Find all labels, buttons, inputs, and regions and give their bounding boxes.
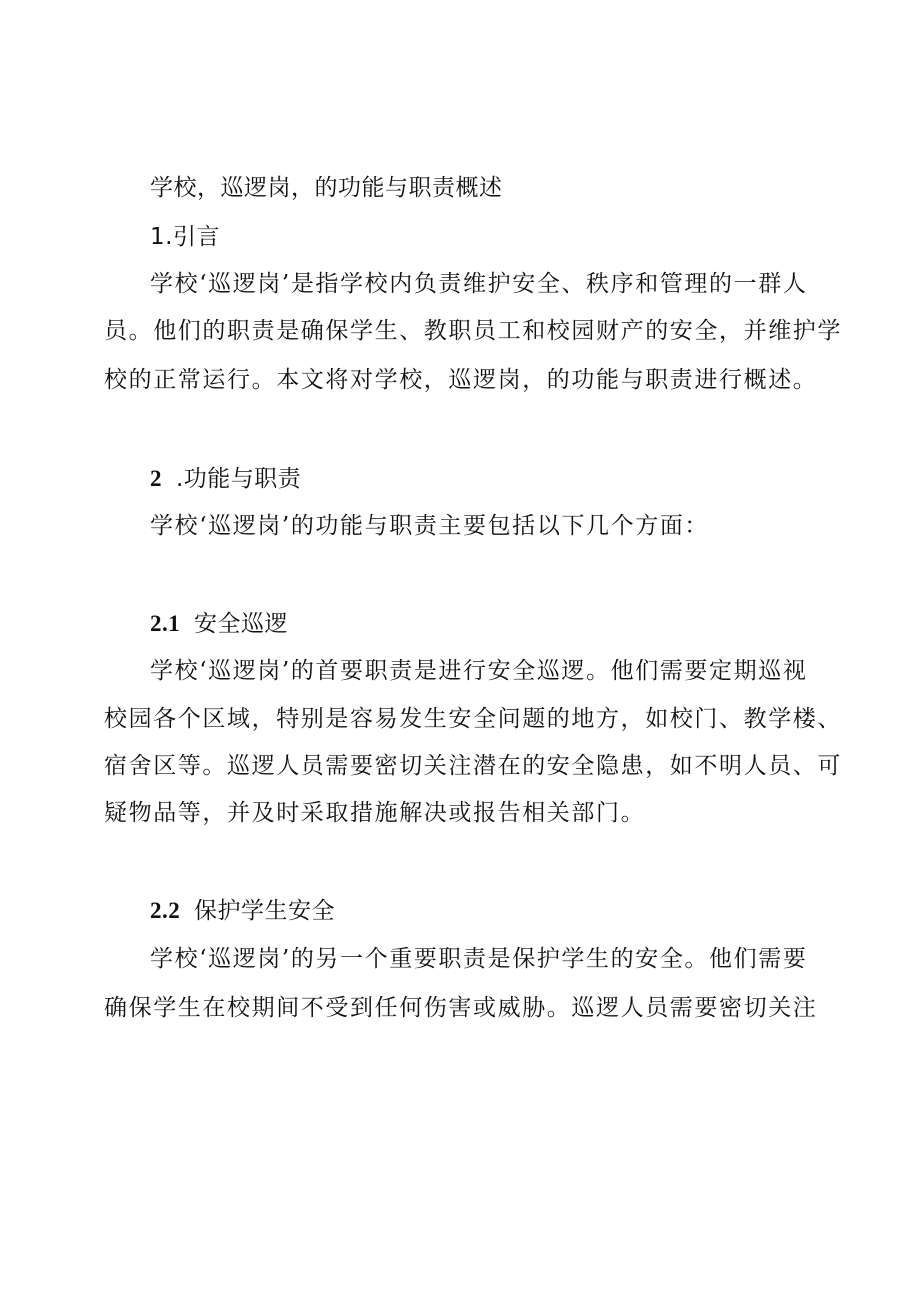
section-number: 2.1 [150,611,181,636]
paragraph-line: 宿舍区等。巡逻人员需要密切关注潜在的安全隐患，如不明人员、可 [104,753,842,779]
paragraph-line: 校的正常运行。本文将对学校，巡逻岗，的功能与职责进行概述。 [104,367,818,393]
paragraph-line: 学校‘巡逻岗’的首要职责是进行安全巡逻。他们需要定期巡视 [150,658,808,684]
section-heading-text: 保护学生安全 [194,898,335,924]
section-heading-functions [150,464,850,494]
paragraph-line: 确保学生在校期间不受到任何伤害或威胁。巡逻人员需要密切关注 [104,995,818,1021]
section-heading-intro: 1.引言 [150,224,220,250]
paragraph-line: 校园各个区域，特别是容易发生安全问题的地方，如校门、教学楼、 [104,706,842,732]
section-heading-patrol [150,609,850,639]
section-heading-student-safety [150,896,850,926]
paragraph-line: 员。他们的职责是确保学生、教职员工和校园财产的安全，并维护学 [104,318,842,344]
section-number: 2 [150,466,162,491]
section-heading-text: .功能与职责 [176,466,302,492]
document-title: 学校，巡逻岗，的功能与职责概述 [150,175,503,201]
paragraph-line: 学校‘巡逻岗’的功能与职责主要包括以下几个方面： [150,513,710,539]
paragraph-line: 学校‘巡逻岗’的另一个重要职责是保护学生的安全。他们需要 [150,946,808,972]
section-heading-text: 安全巡逻 [194,611,288,637]
section-number: 2.2 [150,898,181,923]
paragraph-line: 疑物品等，并及时采取措施解决或报告相关部门。 [104,800,646,826]
paragraph-line: 学校‘巡逻岗’是指学校内负责维护安全、秩序和管理的一群人 [150,271,808,297]
